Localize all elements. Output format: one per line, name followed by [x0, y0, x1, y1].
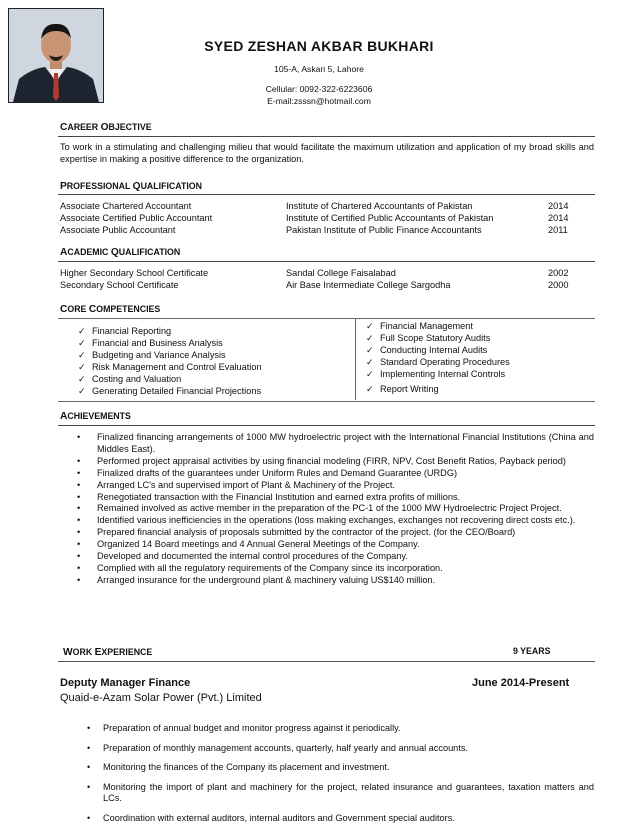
checkmark-icon: ✓: [366, 357, 374, 367]
list-item: • Arranged LC's and supervised import of Plant & Machinery of the Project.: [77, 479, 395, 490]
list-item: • Finalized drafts of the guarantees under Uniform Rules and Demand Guarantee (URDG): [77, 467, 458, 478]
qualification-row: [60, 201, 594, 213]
bullet-icon: •: [87, 723, 91, 733]
job-title: Deputy Manager Finance: [60, 677, 191, 689]
checkmark-icon: ✓: [366, 321, 374, 331]
checkmark-icon: ✓: [366, 345, 374, 355]
competency-item: ✓ Full Scope Statutory Audits: [366, 333, 491, 343]
bullet-icon: •: [77, 479, 81, 490]
checkmark-icon: ✓: [366, 369, 374, 379]
bullet-icon: •: [87, 812, 91, 823]
list-item: • Preparation of annual budget and monitor progress against it periodically.: [87, 723, 401, 733]
qualification-row: [60, 280, 594, 292]
bullet-icon: •: [87, 762, 91, 773]
checkmark-icon: ✓: [78, 338, 86, 348]
job-date: June 2014-Present: [472, 677, 570, 689]
cellular-text: Cellular: 0092-322-6223606: [265, 84, 373, 94]
checkmark-icon: ✓: [78, 326, 86, 336]
competency-item: ✓ Standard Operating Procedures: [366, 357, 510, 367]
bullet-icon: •: [77, 539, 81, 550]
list-item: • Identified various inefficiencies in the operations (loss making exchanges, exchanges not recovering direct costs etc.).: [77, 515, 576, 526]
list-item: • Finalized financing arrangements of 1000 MW hydroelectric project with the International Financial Institutions (China and Middles East).: [77, 432, 594, 454]
competency-item: ✓ Costing and Valuation: [78, 374, 182, 384]
list-item: • Monitoring the finances of the Company its placement and investment.: [87, 762, 390, 773]
list-item: • Developed and documented the internal control procedures of the Company.: [77, 551, 408, 562]
list-item: • Performed project appraisal activities by using financial modeling (FIRR, NPV, Cost Benefit Ratios, Payback period): [77, 455, 566, 466]
competency-item: ✓ Implementing Internal Controls: [366, 369, 506, 379]
institute-name: Sandal College Faisalabad: [286, 268, 396, 278]
bullet-icon: •: [77, 455, 81, 466]
career-objective-heading: CAREER OBJECTIVE: [60, 122, 152, 133]
year: 2014: [548, 213, 569, 223]
email-text: E-mail:zsssn@hotmail.com: [267, 96, 371, 106]
bullet-icon: •: [77, 467, 81, 478]
list-item: • Renegotiated transaction with the Financial Institution and earned extra profits of millions.: [77, 491, 461, 502]
career-objective-text: To work in a stimulating and challenging milieu that would facilitate the maximum utilization and application of my broad skills and expertise in making a positive difference to the organization.: [60, 142, 594, 164]
checkmark-icon: ✓: [78, 362, 86, 372]
list-item: • Prepared financial analysis of proposals submitted by the contractor of the project. (for the CEO/Board): [77, 527, 516, 538]
institute-name: Institute of Chartered Accountants of Pakistan: [286, 201, 473, 211]
address-text: 105-A, Askari 5, Lahore: [274, 64, 364, 74]
year: 2014: [548, 201, 569, 211]
section-divider: [58, 136, 595, 137]
degree-name: Associate Certified Public Accountant: [60, 213, 213, 223]
degree-name: Secondary School Certificate: [60, 280, 179, 290]
degree-name: Associate Chartered Accountant: [60, 201, 192, 211]
list-item: • Coordination with external auditors, internal auditors and Government special auditors.: [87, 812, 455, 823]
institute-name: Institute of Certified Public Accountants of Pakistan: [286, 213, 494, 223]
competency-item: ✓ Risk Management and Control Evaluation: [78, 362, 262, 372]
list-item: • Monitoring the import of plant and machinery for the project, related insurance and guarantees, taxation matters and LCs.: [87, 781, 594, 804]
competency-item: ✓ Generating Detailed Financial Projections: [78, 386, 262, 396]
qualification-row: [60, 268, 594, 280]
year: 2011: [548, 225, 568, 235]
work-experience-heading: WORK EXPERIENCE: [63, 647, 153, 658]
competency-item: ✓ Financial Reporting: [78, 326, 172, 336]
competency-item: ✓ Report Writing: [366, 384, 439, 394]
list-item: • Remained involved as active member in the preparation of the PC-1 of the 1000 MW Hydroelectric Project Project.: [77, 503, 562, 514]
bullet-icon: •: [77, 491, 81, 502]
bullet-icon: •: [87, 742, 91, 753]
qualification-row: [60, 213, 594, 225]
list-item: • Arranged insurance for the underground plant & machinery valuing US$140 million.: [77, 574, 436, 585]
section-divider: [58, 425, 595, 426]
institute-name: Pakistan Institute of Public Finance Accountants: [286, 225, 482, 235]
checkmark-icon: ✓: [366, 333, 374, 343]
experience-years: 9 YEARS: [513, 646, 551, 656]
institute-name: Air Base Intermediate College Sargodha: [286, 280, 451, 290]
core-competencies-heading: CORE COMPETENCIES: [60, 304, 161, 315]
company-name: Quaid-e-Azam Solar Power (Pvt.) Limited: [60, 692, 262, 704]
checkmark-icon: ✓: [366, 384, 374, 394]
competency-item: ✓ Financial and Business Analysis: [78, 338, 223, 348]
achievements-list: [60, 432, 594, 587]
achievements-heading: ACHIEVEMENTS: [60, 411, 131, 422]
bullet-icon: •: [77, 551, 81, 562]
section-divider: [58, 261, 595, 262]
bullet-icon: •: [77, 515, 81, 526]
qualification-row: [60, 225, 594, 237]
bullet-icon: •: [77, 562, 81, 573]
competency-item: ✓ Financial Management: [366, 321, 473, 331]
bullet-icon: •: [87, 781, 91, 792]
checkmark-icon: ✓: [78, 350, 86, 360]
degree-name: Higher Secondary School Certificate: [60, 268, 209, 278]
bullet-icon: •: [77, 527, 81, 538]
professional-qualification-heading: PROFESSIONAL QUALIFICATION: [60, 181, 202, 192]
section-divider: [58, 661, 595, 662]
academic-qualification-heading: ACADEMIC QUALIFICATION: [60, 247, 181, 258]
bullet-icon: •: [77, 503, 81, 514]
list-item: • Organized 14 Board meetings and 4 Annual General Meetings of the Company.: [77, 539, 420, 550]
competency-item: ✓ Budgeting and Variance Analysis: [78, 350, 226, 360]
checkmark-icon: ✓: [78, 374, 86, 384]
competency-item: ✓ Conducting Internal Audits: [366, 345, 488, 355]
duties-list: [60, 723, 594, 833]
candidate-name: SYED ZESHAN AKBAR BUKHARI: [204, 38, 434, 54]
bullet-icon: •: [77, 574, 81, 585]
year: 2000: [548, 280, 569, 290]
degree-name: Associate Public Accountant: [60, 225, 176, 235]
list-item: • Preparation of monthly management accounts, quarterly, half yearly and annual accounts.: [87, 742, 468, 753]
competencies-column-divider: [355, 318, 356, 400]
bullet-icon: •: [77, 432, 81, 442]
section-divider: [58, 194, 595, 195]
checkmark-icon: ✓: [78, 386, 86, 396]
list-item: • Complied with all the regulatory requirements of the Company since its incorporation.: [77, 562, 443, 573]
year: 2002: [548, 268, 569, 278]
